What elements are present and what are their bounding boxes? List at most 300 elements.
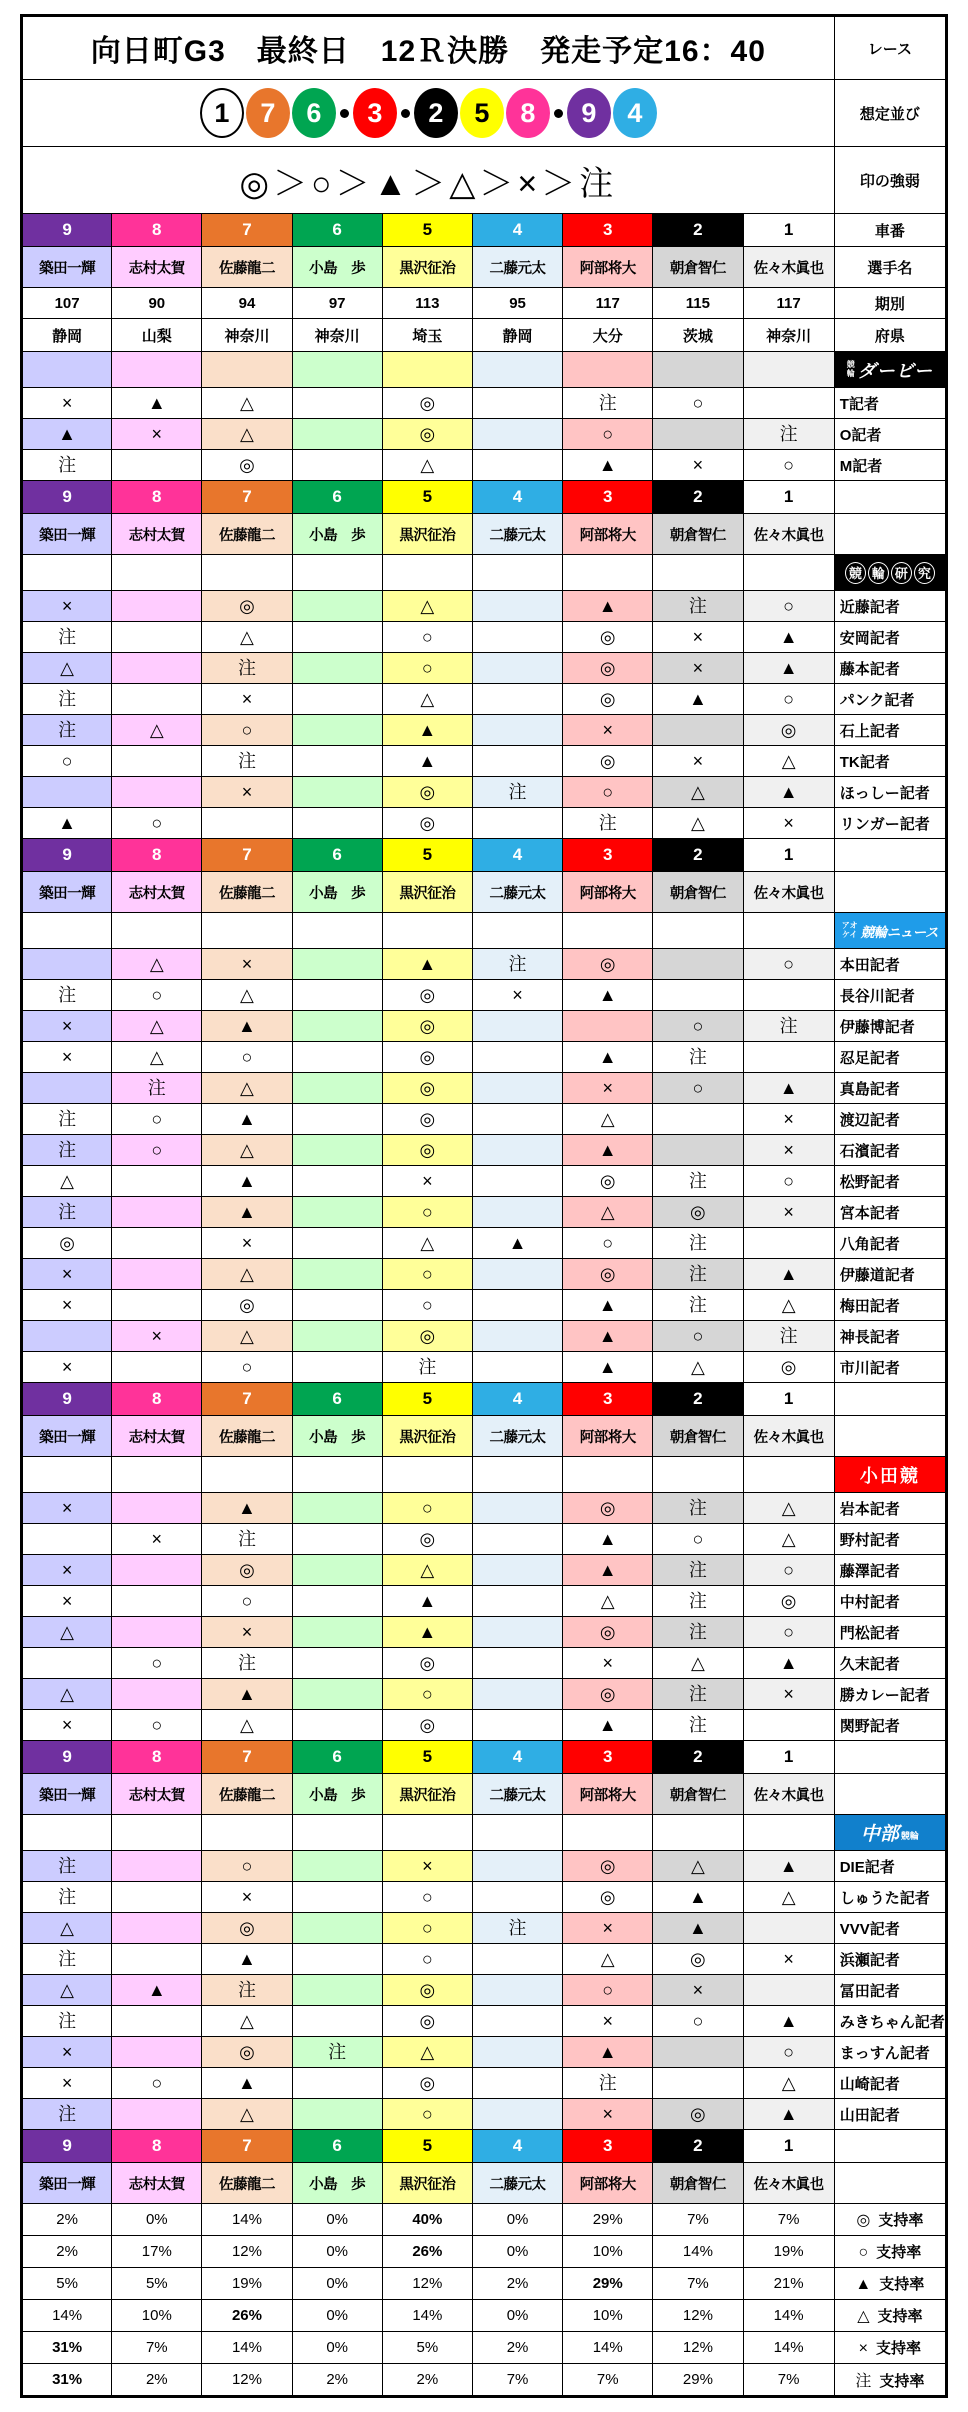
mark-cell: △ bbox=[202, 2006, 292, 2037]
mark-cell: × bbox=[743, 1679, 834, 1710]
mark-cell: ◎ bbox=[382, 1710, 472, 1741]
mark-cell: ◎ bbox=[382, 1011, 472, 1042]
mark-cell bbox=[743, 1228, 834, 1259]
mark-cell: ◎ bbox=[563, 1617, 653, 1648]
support-value-cell: 29% bbox=[563, 2268, 653, 2300]
logo-row-spacer-cell bbox=[202, 1815, 292, 1851]
rider-name-cell: 佐々木眞也 bbox=[743, 514, 834, 555]
mark-cell: × bbox=[563, 1913, 653, 1944]
mark-cell: △ bbox=[382, 591, 472, 622]
car-number-cell: 8 bbox=[112, 481, 202, 514]
car-number-cell: 4 bbox=[472, 2130, 562, 2163]
car-number-cell: 9 bbox=[22, 1383, 112, 1416]
mark-cell bbox=[472, 1042, 562, 1073]
name-row-label bbox=[834, 1774, 946, 1815]
mark-cell: × bbox=[653, 653, 743, 684]
car-number-cell: 1 bbox=[743, 1741, 834, 1774]
mark-cell: 注 bbox=[22, 980, 112, 1011]
term-cell: 95 bbox=[472, 288, 562, 319]
car-number-cell: 1 bbox=[743, 481, 834, 514]
mark-cell: ◎ bbox=[563, 1679, 653, 1710]
reporter-label: 関野記者 bbox=[834, 1710, 946, 1741]
mark-cell: 注 bbox=[743, 1011, 834, 1042]
mark-cell bbox=[292, 1042, 382, 1073]
support-value-cell: 31% bbox=[22, 2364, 112, 2397]
mark-cell bbox=[292, 1073, 382, 1104]
lineup-rider-circle: 8 bbox=[506, 88, 550, 138]
section-logo-odakyo: 小田競 bbox=[835, 1457, 945, 1492]
support-value-cell: 19% bbox=[202, 2268, 292, 2300]
mark-cell: ○ bbox=[653, 1011, 743, 1042]
logo-row-spacer-cell bbox=[202, 352, 292, 388]
mark-cell: ○ bbox=[382, 1259, 472, 1290]
car-number-cell: 3 bbox=[563, 1383, 653, 1416]
name-row-label bbox=[834, 2163, 946, 2204]
reporter-label: VVV記者 bbox=[834, 1913, 946, 1944]
mark-cell: △ bbox=[202, 1073, 292, 1104]
expected-lineup-cell bbox=[22, 80, 835, 147]
mark-cell: ◎ bbox=[382, 808, 472, 839]
support-row-label bbox=[834, 2332, 946, 2364]
support-label-text: 支持率 bbox=[878, 2212, 924, 2229]
rider-name-cell: 阿部将大 bbox=[563, 247, 653, 288]
mark-cell bbox=[472, 1975, 562, 2006]
mark-cell bbox=[653, 2037, 743, 2068]
mark-cell bbox=[292, 1555, 382, 1586]
mark-cell: × bbox=[563, 1648, 653, 1679]
rider-name-cell: 佐々木眞也 bbox=[743, 1774, 834, 1815]
support-value-cell: 29% bbox=[653, 2364, 743, 2397]
logo-row-spacer-cell bbox=[22, 1457, 112, 1493]
mark-cell: ○ bbox=[382, 1679, 472, 1710]
prediction-table bbox=[20, 14, 948, 2398]
mark-cell: ○ bbox=[112, 1648, 202, 1679]
support-value-cell: 2% bbox=[22, 2204, 112, 2236]
rider-name-cell: 小島 歩 bbox=[292, 872, 382, 913]
mark-cell: 注 bbox=[22, 1882, 112, 1913]
mark-cell: △ bbox=[202, 1135, 292, 1166]
mark-cell: ◎ bbox=[202, 450, 292, 481]
car-number-cell: 3 bbox=[563, 2130, 653, 2163]
car-number-cell: 9 bbox=[22, 214, 112, 247]
mark-cell: ▲ bbox=[202, 1104, 292, 1135]
rider-name-cell: 築田一輝 bbox=[22, 514, 112, 555]
rider-name-cell: 朝倉智仁 bbox=[653, 1416, 743, 1457]
car-number-cell: 2 bbox=[653, 839, 743, 872]
car-number-cell: 2 bbox=[653, 2130, 743, 2163]
car-number-cell: 2 bbox=[653, 1741, 743, 1774]
mark-cell bbox=[292, 715, 382, 746]
mark-cell: ▲ bbox=[563, 1290, 653, 1321]
rider-name-cell: 朝倉智仁 bbox=[653, 514, 743, 555]
rider-name-cell: 朝倉智仁 bbox=[653, 1774, 743, 1815]
mark-cell: ◎ bbox=[382, 777, 472, 808]
car-row-label bbox=[834, 2130, 946, 2163]
mark-cell: ◎ bbox=[743, 1352, 834, 1383]
rider-name-cell: 小島 歩 bbox=[292, 247, 382, 288]
mark-cell: ○ bbox=[563, 1228, 653, 1259]
mark-cell: △ bbox=[382, 1228, 472, 1259]
mark-cell: 注 bbox=[653, 1042, 743, 1073]
support-label-text: 支持率 bbox=[879, 2373, 925, 2390]
mark-cell: 注 bbox=[472, 777, 562, 808]
logo-row-spacer-cell bbox=[382, 555, 472, 591]
mark-cell: ◎ bbox=[382, 1321, 472, 1352]
mark-cell bbox=[112, 1944, 202, 1975]
name-row-label: 選手名 bbox=[834, 247, 946, 288]
rider-name-cell: 朝倉智仁 bbox=[653, 872, 743, 913]
reporter-label: 梅田記者 bbox=[834, 1290, 946, 1321]
mark-cell: ◎ bbox=[382, 1042, 472, 1073]
mark-cell bbox=[112, 1882, 202, 1913]
car-number-cell: 7 bbox=[202, 481, 292, 514]
mark-cell: ○ bbox=[743, 450, 834, 481]
mark-cell: × bbox=[563, 715, 653, 746]
support-value-cell: 2% bbox=[472, 2332, 562, 2364]
mark-cell: ▲ bbox=[22, 808, 112, 839]
reporter-label: DIE記者 bbox=[834, 1851, 946, 1882]
mark-cell: × bbox=[22, 1710, 112, 1741]
logo-row-spacer-cell bbox=[653, 1457, 743, 1493]
logo-row-spacer-cell bbox=[382, 913, 472, 949]
mark-cell: △ bbox=[653, 808, 743, 839]
car-number-cell: 7 bbox=[202, 1741, 292, 1774]
mark-cell: △ bbox=[202, 388, 292, 419]
mark-cell: 注 bbox=[22, 1944, 112, 1975]
rider-name-cell: 佐藤龍二 bbox=[202, 872, 292, 913]
rider-name-cell: 志村太賀 bbox=[112, 514, 202, 555]
logo-row-spacer-cell bbox=[563, 352, 653, 388]
support-value-cell: 7% bbox=[743, 2204, 834, 2236]
mark-cell: ○ bbox=[202, 715, 292, 746]
rider-name-cell: 二藤元太 bbox=[472, 2163, 562, 2204]
reporter-label: 中村記者 bbox=[834, 1586, 946, 1617]
section-logo-kenkyu: 競 輪 研 究 bbox=[835, 555, 945, 590]
mark-cell: 注 bbox=[382, 1352, 472, 1383]
logo-row-spacer-cell bbox=[382, 352, 472, 388]
mark-cell bbox=[653, 1104, 743, 1135]
logo-row-spacer-cell bbox=[743, 352, 834, 388]
support-row-label bbox=[834, 2268, 946, 2300]
mark-cell: × bbox=[202, 684, 292, 715]
mark-cell: ○ bbox=[382, 1944, 472, 1975]
logo-row-spacer-cell bbox=[472, 1457, 562, 1493]
mark-cell bbox=[22, 1524, 112, 1555]
support-value-cell: 7% bbox=[112, 2332, 202, 2364]
mark-cell bbox=[472, 419, 562, 450]
mark-cell: ○ bbox=[563, 1975, 653, 2006]
car-number-cell: 8 bbox=[112, 1383, 202, 1416]
mark-cell: ○ bbox=[653, 1321, 743, 1352]
support-row-label bbox=[834, 2364, 946, 2397]
lineup-rider-circle: 1 bbox=[200, 88, 244, 138]
reporter-label: 宮本記者 bbox=[834, 1197, 946, 1228]
rider-name-cell: 佐々木眞也 bbox=[743, 872, 834, 913]
mark-cell bbox=[22, 777, 112, 808]
mark-cell: △ bbox=[653, 1648, 743, 1679]
support-value-cell: 10% bbox=[563, 2236, 653, 2268]
support-value-cell: 5% bbox=[112, 2268, 202, 2300]
mark-cell: 注 bbox=[22, 1104, 112, 1135]
support-value-cell: 14% bbox=[743, 2332, 834, 2364]
mark-cell: ○ bbox=[743, 1617, 834, 1648]
mark-cell: ▲ bbox=[22, 419, 112, 450]
mark-cell bbox=[472, 1648, 562, 1679]
mark-cell: △ bbox=[653, 1851, 743, 1882]
car-row-label bbox=[834, 1383, 946, 1416]
mark-cell: ◎ bbox=[563, 1493, 653, 1524]
mark-cell bbox=[292, 2006, 382, 2037]
mark-cell: × bbox=[22, 2037, 112, 2068]
mark-cell: ○ bbox=[563, 419, 653, 450]
mark-cell bbox=[743, 1913, 834, 1944]
mark-cell: × bbox=[112, 419, 202, 450]
mark-cell bbox=[472, 1352, 562, 1383]
mark-cell bbox=[472, 808, 562, 839]
mark-cell: 注 bbox=[653, 1166, 743, 1197]
mark-cell bbox=[112, 1166, 202, 1197]
logo-row-spacer-cell bbox=[202, 913, 292, 949]
mark-cell: △ bbox=[22, 1975, 112, 2006]
support-value-cell: 14% bbox=[202, 2332, 292, 2364]
support-value-cell: 7% bbox=[472, 2364, 562, 2397]
support-value-cell: 2% bbox=[22, 2236, 112, 2268]
mark-cell: 注 bbox=[563, 388, 653, 419]
mark-cell: △ bbox=[743, 1882, 834, 1913]
support-label-text: 支持率 bbox=[876, 2340, 922, 2357]
mark-cell: △ bbox=[22, 1166, 112, 1197]
section-logo-chubu: 中部 競輪 bbox=[835, 1815, 945, 1850]
support-value-cell: 40% bbox=[382, 2204, 472, 2236]
mark-cell bbox=[472, 1290, 562, 1321]
mark-cell: ○ bbox=[743, 1166, 834, 1197]
lineup-separator-dot bbox=[554, 109, 563, 118]
logo-row-spacer-cell bbox=[563, 555, 653, 591]
mark-cell: ▲ bbox=[382, 1586, 472, 1617]
mark-cell: ▲ bbox=[202, 1944, 292, 1975]
mark-cell: △ bbox=[382, 2037, 472, 2068]
mark-cell bbox=[472, 1104, 562, 1135]
support-symbol: 注 bbox=[855, 2373, 872, 2390]
mark-cell: ▲ bbox=[382, 949, 472, 980]
mark-cell: ◎ bbox=[563, 949, 653, 980]
mark-cell: △ bbox=[202, 980, 292, 1011]
rider-name-cell: 二藤元太 bbox=[472, 872, 562, 913]
mark-cell: △ bbox=[743, 1524, 834, 1555]
mark-cell: ◎ bbox=[563, 1259, 653, 1290]
mark-cell bbox=[563, 1011, 653, 1042]
mark-cell: 注 bbox=[22, 684, 112, 715]
mark-cell bbox=[472, 1882, 562, 1913]
mark-cell: △ bbox=[202, 419, 292, 450]
rider-name-cell: 阿部将大 bbox=[563, 1774, 653, 1815]
mark-cell: ▲ bbox=[743, 1648, 834, 1679]
mark-cell: 注 bbox=[563, 2068, 653, 2099]
mark-cell: 注 bbox=[653, 1710, 743, 1741]
mark-cell: ▲ bbox=[653, 1882, 743, 1913]
mark-cell bbox=[202, 808, 292, 839]
mark-cell: × bbox=[112, 1321, 202, 1352]
mark-cell: △ bbox=[743, 1290, 834, 1321]
mark-cell: △ bbox=[112, 949, 202, 980]
support-value-cell: 2% bbox=[292, 2364, 382, 2397]
mark-cell: ▲ bbox=[563, 1135, 653, 1166]
rider-name-cell: 志村太賀 bbox=[112, 872, 202, 913]
mark-cell bbox=[292, 1011, 382, 1042]
term-cell: 90 bbox=[112, 288, 202, 319]
mark-cell bbox=[292, 746, 382, 777]
mark-cell bbox=[472, 1851, 562, 1882]
mark-cell: 注 bbox=[653, 1493, 743, 1524]
support-value-cell: 7% bbox=[743, 2364, 834, 2397]
rider-name-cell: 阿部将大 bbox=[563, 2163, 653, 2204]
mark-cell: ▲ bbox=[563, 980, 653, 1011]
mark-cell bbox=[653, 419, 743, 450]
car-number-cell: 3 bbox=[563, 214, 653, 247]
mark-cell: △ bbox=[202, 622, 292, 653]
reporter-label: 渡辺記者 bbox=[834, 1104, 946, 1135]
mark-cell bbox=[292, 1975, 382, 2006]
section-logo-derby: 競 輪 ダービー bbox=[835, 352, 945, 387]
page-title: 向日町G3 最終日 12Ｒ決勝 発走予定16：40 bbox=[22, 16, 835, 80]
mark-cell bbox=[743, 1042, 834, 1073]
mark-cell: × bbox=[743, 808, 834, 839]
mark-cell: × bbox=[22, 1352, 112, 1383]
mark-cell: ○ bbox=[653, 2006, 743, 2037]
reporter-label: 門松記者 bbox=[834, 1617, 946, 1648]
rider-name-cell: 黒沢征治 bbox=[382, 514, 472, 555]
mark-cell bbox=[472, 2068, 562, 2099]
mark-cell: × bbox=[22, 2068, 112, 2099]
mark-cell bbox=[472, 746, 562, 777]
mark-cell: × bbox=[202, 777, 292, 808]
car-number-cell: 6 bbox=[292, 481, 382, 514]
support-value-cell: 14% bbox=[743, 2300, 834, 2332]
lineup-rider-circle: 3 bbox=[353, 88, 397, 138]
mark-cell: 注 bbox=[653, 1555, 743, 1586]
mark-cell bbox=[472, 1944, 562, 1975]
rider-name-cell: 佐々木眞也 bbox=[743, 1416, 834, 1457]
mark-cell: ◎ bbox=[202, 2037, 292, 2068]
reporter-label: 安岡記者 bbox=[834, 622, 946, 653]
mark-cell: ▲ bbox=[743, 653, 834, 684]
rider-name-cell: 小島 歩 bbox=[292, 1774, 382, 1815]
lineup-rider-circle: 7 bbox=[246, 88, 290, 138]
mark-cell: ○ bbox=[382, 1290, 472, 1321]
mark-cell: 注 bbox=[292, 2037, 382, 2068]
car-number-cell: 5 bbox=[382, 1741, 472, 1774]
rider-name-cell: 二藤元太 bbox=[472, 1774, 562, 1815]
pref-cell: 茨城 bbox=[653, 319, 743, 352]
mark-cell: 注 bbox=[202, 653, 292, 684]
logo-row-spacer-cell bbox=[292, 913, 382, 949]
car-number-cell: 1 bbox=[743, 1383, 834, 1416]
mark-cell: ▲ bbox=[743, 1851, 834, 1882]
reporter-label: 近藤記者 bbox=[834, 591, 946, 622]
reporter-label: 山崎記者 bbox=[834, 2068, 946, 2099]
logo-row-spacer-cell bbox=[653, 352, 743, 388]
mark-cell: △ bbox=[112, 715, 202, 746]
mark-cell: ○ bbox=[382, 1882, 472, 1913]
logo-row-spacer-cell bbox=[382, 1815, 472, 1851]
mark-cell: ○ bbox=[202, 1851, 292, 1882]
support-symbol: × bbox=[858, 2340, 869, 2357]
rider-name-cell: 佐藤龍二 bbox=[202, 247, 292, 288]
rider-name-cell: 佐藤龍二 bbox=[202, 1774, 292, 1815]
mark-cell: 注 bbox=[22, 2099, 112, 2130]
mark-cell bbox=[472, 1710, 562, 1741]
mark-cell: △ bbox=[563, 1104, 653, 1135]
mark-cell: × bbox=[382, 1851, 472, 1882]
mark-cell: ◎ bbox=[382, 2006, 472, 2037]
support-value-cell: 0% bbox=[292, 2268, 382, 2300]
mark-cell: ▲ bbox=[563, 1555, 653, 1586]
support-value-cell: 31% bbox=[22, 2332, 112, 2364]
car-number-cell: 6 bbox=[292, 2130, 382, 2163]
row-pref-label: 府県 bbox=[834, 319, 946, 352]
mark-cell bbox=[472, 1135, 562, 1166]
mark-cell: ▲ bbox=[112, 1975, 202, 2006]
mark-cell bbox=[472, 1493, 562, 1524]
rider-name-cell: 小島 歩 bbox=[292, 2163, 382, 2204]
mark-cell bbox=[472, 450, 562, 481]
mark-cell: ▲ bbox=[382, 1617, 472, 1648]
car-number-cell: 6 bbox=[292, 214, 382, 247]
logo-row-spacer-cell bbox=[653, 913, 743, 949]
logo-row-spacer-cell bbox=[202, 555, 292, 591]
section-logo-cell bbox=[834, 555, 946, 591]
rider-name-cell: 黒沢征治 bbox=[382, 247, 472, 288]
mark-cell bbox=[472, 653, 562, 684]
reporter-label: しゅうた記者 bbox=[834, 1882, 946, 1913]
lineup-rider-circle: 6 bbox=[292, 88, 336, 138]
rider-name-cell: 黒沢征治 bbox=[382, 1416, 472, 1457]
mark-cell: ◎ bbox=[382, 980, 472, 1011]
mark-cell: × bbox=[743, 1944, 834, 1975]
pref-cell: 神奈川 bbox=[743, 319, 834, 352]
mark-cell bbox=[112, 1586, 202, 1617]
logo-row-spacer-cell bbox=[743, 555, 834, 591]
support-value-cell: 29% bbox=[563, 2204, 653, 2236]
support-value-cell: 12% bbox=[653, 2300, 743, 2332]
mark-cell: ◎ bbox=[743, 715, 834, 746]
support-value-cell: 10% bbox=[563, 2300, 653, 2332]
mark-cell: ◎ bbox=[382, 419, 472, 450]
car-number-cell: 9 bbox=[22, 839, 112, 872]
reporter-label: 伊藤博記者 bbox=[834, 1011, 946, 1042]
mark-cell bbox=[653, 1135, 743, 1166]
mark-cell: 注 bbox=[653, 1679, 743, 1710]
mark-cell: △ bbox=[743, 1493, 834, 1524]
mark-cell: ▲ bbox=[202, 1197, 292, 1228]
mark-cell bbox=[743, 980, 834, 1011]
logo-row-spacer-cell bbox=[292, 352, 382, 388]
section-logo-cell bbox=[834, 1815, 946, 1851]
car-number-cell: 4 bbox=[472, 839, 562, 872]
mark-cell: ▲ bbox=[112, 388, 202, 419]
reporter-label: 浜瀬記者 bbox=[834, 1944, 946, 1975]
rider-name-cell: 佐藤龍二 bbox=[202, 1416, 292, 1457]
logo-row-spacer-cell bbox=[563, 1457, 653, 1493]
mark-cell bbox=[112, 1851, 202, 1882]
mark-cell: ○ bbox=[653, 1073, 743, 1104]
mark-cell: ◎ bbox=[563, 1882, 653, 1913]
logo-row-spacer-cell bbox=[22, 913, 112, 949]
car-number-cell: 7 bbox=[202, 839, 292, 872]
logo-row-spacer-cell bbox=[22, 1815, 112, 1851]
mark-cell bbox=[472, 2037, 562, 2068]
mark-cell: △ bbox=[112, 1011, 202, 1042]
